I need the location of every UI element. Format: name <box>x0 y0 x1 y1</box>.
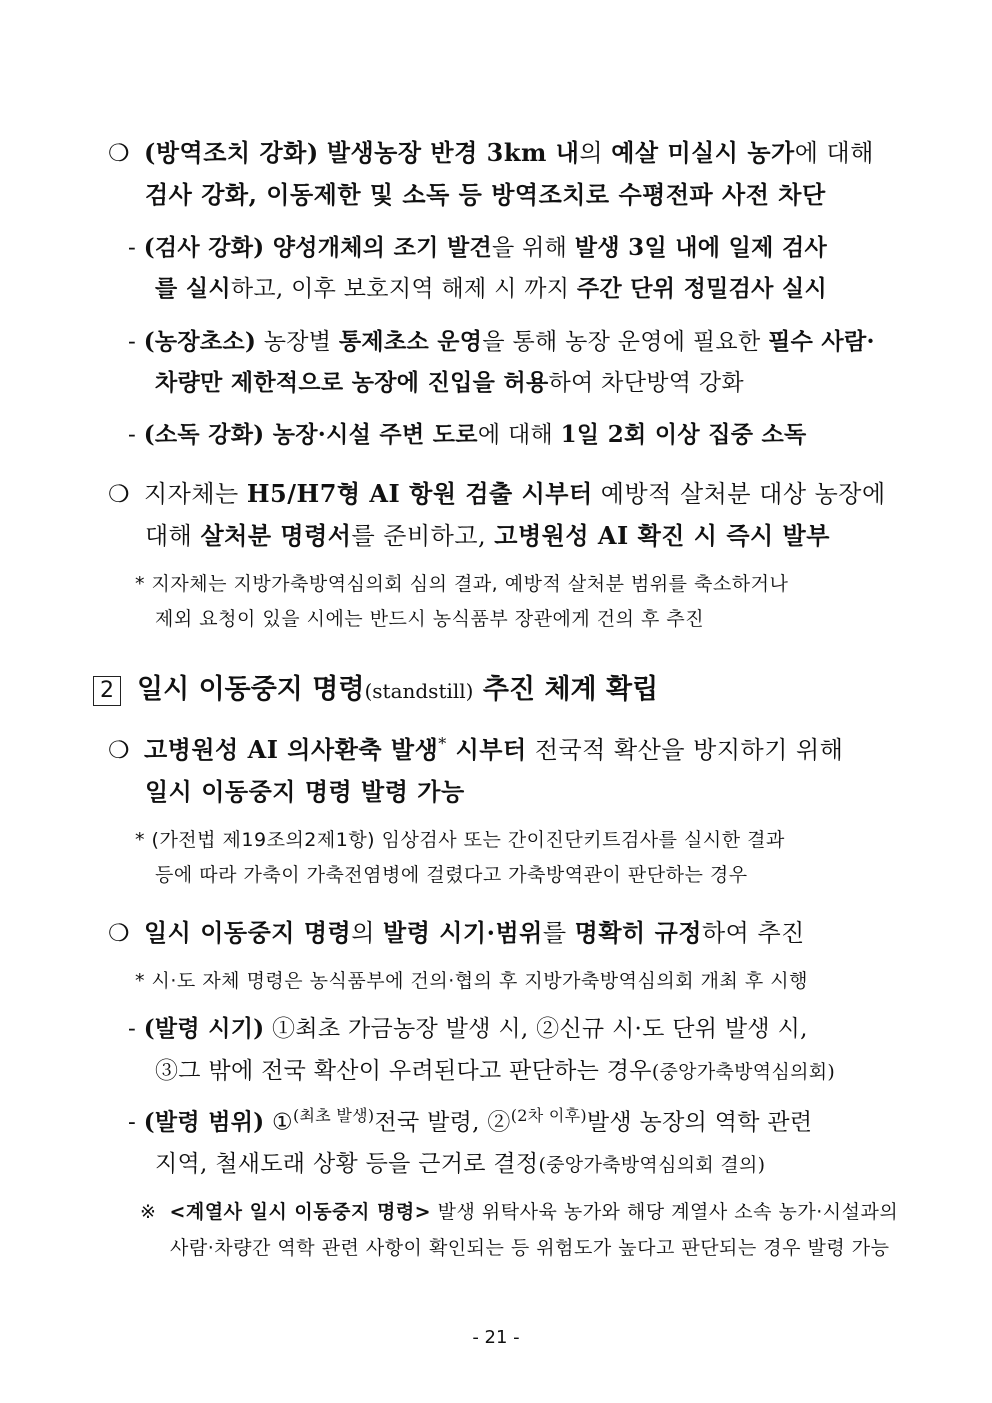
note-3-line-1: * 시·도 자체 명령은 농식품부에 건의·협의 후 지방가축방역심의회 개최 후 시행 <box>135 970 808 992</box>
sub-bullet-4b-line-1: - (발령 범위) ①$^{(최초 발생)}$전국 발령, ②$^{(2차 이후)}$발생 농장의 역학 관련 <box>128 1106 813 1136</box>
circle-bullet-icon: ❍ <box>108 919 131 947</box>
circle-bullet-icon: ❍ <box>108 139 131 167</box>
sub-bullet-4b-line-2: 지역, 철새도래 상황 등을 근거로 결정(중앙가축방역심의회 결의) <box>155 1151 766 1177</box>
section-number-box: 2 <box>93 676 121 706</box>
bullet-1-line-1: ❍ (방역조치 강화) 발생농장 반경 3km 내의 예살 미실시 농가에 대해 <box>108 138 874 167</box>
circle-bullet-icon: ❍ <box>108 480 131 508</box>
sub-bullet-1b-line-2: 차량만 제한적으로 농장에 진입을 허용하여 차단방역 강화 <box>155 369 744 396</box>
note-1-line-2: 제외 요청이 있을 시에는 반드시 농식품부 장관에게 건의 후 추진 <box>155 608 705 630</box>
reference-note-line-1: ※ <계열사 일시 이동중지 명령> 발생 위탁사육 농가와 해당 계열사 소속 농가·시설과의 <box>140 1201 899 1223</box>
section-2-heading: 2 일시 이동중지 명령(standstill) 추진 체계 확립 <box>93 667 658 706</box>
sub-bullet-1c-line-1: - (소독 강화) 농장·시설 주변 도로에 대해 1일 2회 이상 집중 소독 <box>128 421 807 448</box>
sub-bullet-4a-line-1: - (발령 시기) ①최초 가금농장 발생 시, ②신규 시·도 단위 발생 시, <box>128 1015 808 1042</box>
sub-bullet-1a-line-1: - (검사 강화) 양성개체의 조기 발견을 위해 발생 3일 내에 일제 검사 <box>128 234 827 261</box>
note-2-line-2: 등에 따라 가축이 가축전염병에 걸렸다고 가축방역관이 판단하는 경우 <box>155 864 748 886</box>
reference-note-line-2: 사람·차량간 역학 관련 사항이 확인되는 등 위험도가 높다고 판단되는 경우 발령 가능 <box>170 1237 890 1259</box>
sub-bullet-1b-line-1: - (농장초소) 농장별 통제초소 운영을 통해 농장 운영에 필요한 필수 사람· <box>128 328 875 355</box>
circle-bullet-icon: ❍ <box>108 736 131 764</box>
sub-bullet-1a-line-2: 를 실시하고, 이후 보호지역 해제 시 까지 주간 단위 정밀검사 실시 <box>155 275 827 302</box>
sub-bullet-4a-line-2: ③그 밖에 전국 확산이 우려된다고 판단하는 경우(중앙가축방역심의회) <box>155 1058 836 1084</box>
note-1-line-1: * 지자체는 지방가축방역심의회 심의 결과, 예방적 살처분 범위를 축소하거나 <box>135 573 789 595</box>
note-2-line-1: * (가전법 제19조의2제1항) 임상검사 또는 간이진단키트검사를 실시한 결과 <box>135 829 785 851</box>
page-number: - 21 - <box>472 1327 520 1348</box>
bullet-4-line-1: ❍ 일시 이동중지 명령의 발령 시기·범위를 명확히 규정하여 추진 <box>108 918 805 947</box>
bullet-3-line-2: 일시 이동중지 명령 발령 가능 <box>145 777 465 806</box>
bullet-2-line-1: ❍ 지자체는 H5/H7형 AI 항원 검출 시부터 예방적 살처분 대상 농장에 <box>108 479 886 508</box>
bullet-1-line-2: 검사 강화, 이동제한 및 소독 등 방역조치로 수평전파 사전 차단 <box>145 180 826 209</box>
bullet-3-line-1: ❍ 고병원성 AI 의사환축 발생* 시부터 전국적 확산을 방지하기 위해 <box>108 734 844 764</box>
bullet-2-line-2: 대해 살처분 명령서를 준비하고, 고병원성 AI 확진 시 즉시 발부 <box>145 521 830 550</box>
